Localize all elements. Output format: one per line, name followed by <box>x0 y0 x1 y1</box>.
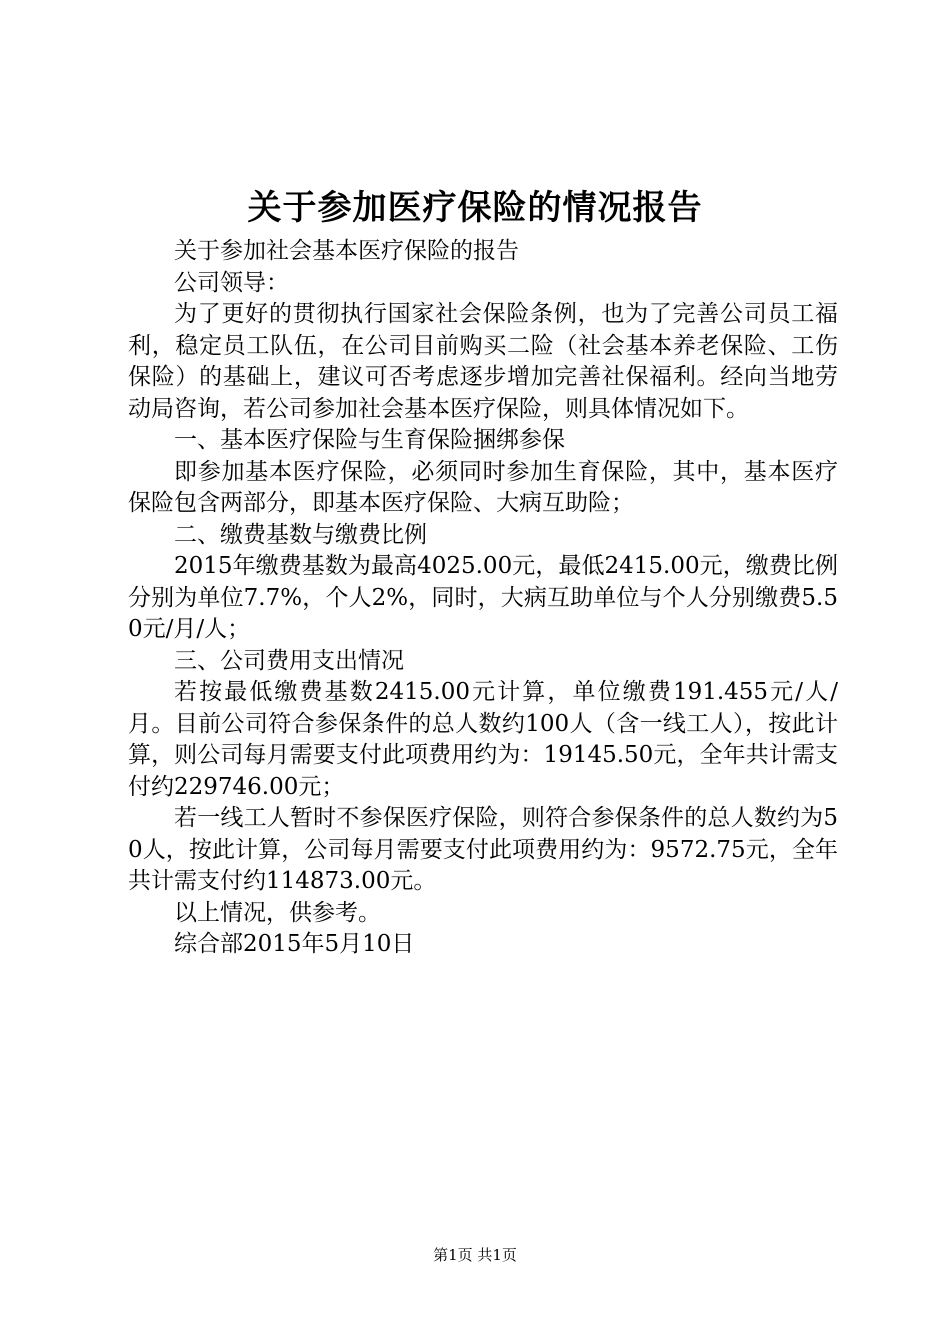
document-title: 关于参加医疗保险的情况报告 <box>247 188 703 228</box>
closing-line: 以上情况，供参考。 <box>174 899 381 926</box>
section-heading-3: 三、公司费用支出情况 <box>174 647 404 674</box>
document-body <box>128 236 838 961</box>
section-paragraph-3b: 若一线工人暂时不参保医疗保险，则符合参保条件的总人数约为50人，按此计算，公司每月需要支付此项费用约为：9572.75元，全年共计需支付约114873.00元。 <box>128 805 838 894</box>
section-heading-1: 一、基本医疗保险与生育保险捆绑参保 <box>174 427 565 453</box>
section-paragraph-3a: 若按最低缴费基数2415.00元计算，单位缴费191.455元/人/月。目前公司符合参保条件的总人数约100人（含一线工人），按此计算，则公司每月需要支付此项费用约为：19145.50元，全年共计需支付约229746.00元； <box>128 679 838 800</box>
section-heading-2: 二、缴费基数与缴费比例 <box>174 521 427 548</box>
signature-date: 综合部2015年5月10日 <box>174 931 415 957</box>
salutation: 公司领导： <box>174 269 289 296</box>
section-paragraph-1: 即参加基本医疗保险，必须同时参加生育保险，其中，基本医疗保险包含两部分，即基本医疗保险、大病互助险； <box>128 458 838 516</box>
section-paragraph-2: 2015年缴费基数为最高4025.00元，最低2415.00元，缴费比例分别为单位7.7%，个人2%，同时，大病互助单位与个人分别缴费5.50元/月/人； <box>128 553 838 642</box>
intro-paragraph: 为了更好的贯彻执行国家社会保险条例，也为了完善公司员工福利，稳定员工队伍，在公司目前购买二险（社会基本养老保险、工伤保险）的基础上，建议可否考虑逐步增加完善社保福利。经向当地劳动局咨询，若公司参加社会基本医疗保险，则具体情况如下。 <box>128 301 838 422</box>
report-subtitle: 关于参加社会基本医疗保险的报告 <box>174 238 519 264</box>
page-number-footer: 第1页 共1页 <box>433 1246 517 1264</box>
